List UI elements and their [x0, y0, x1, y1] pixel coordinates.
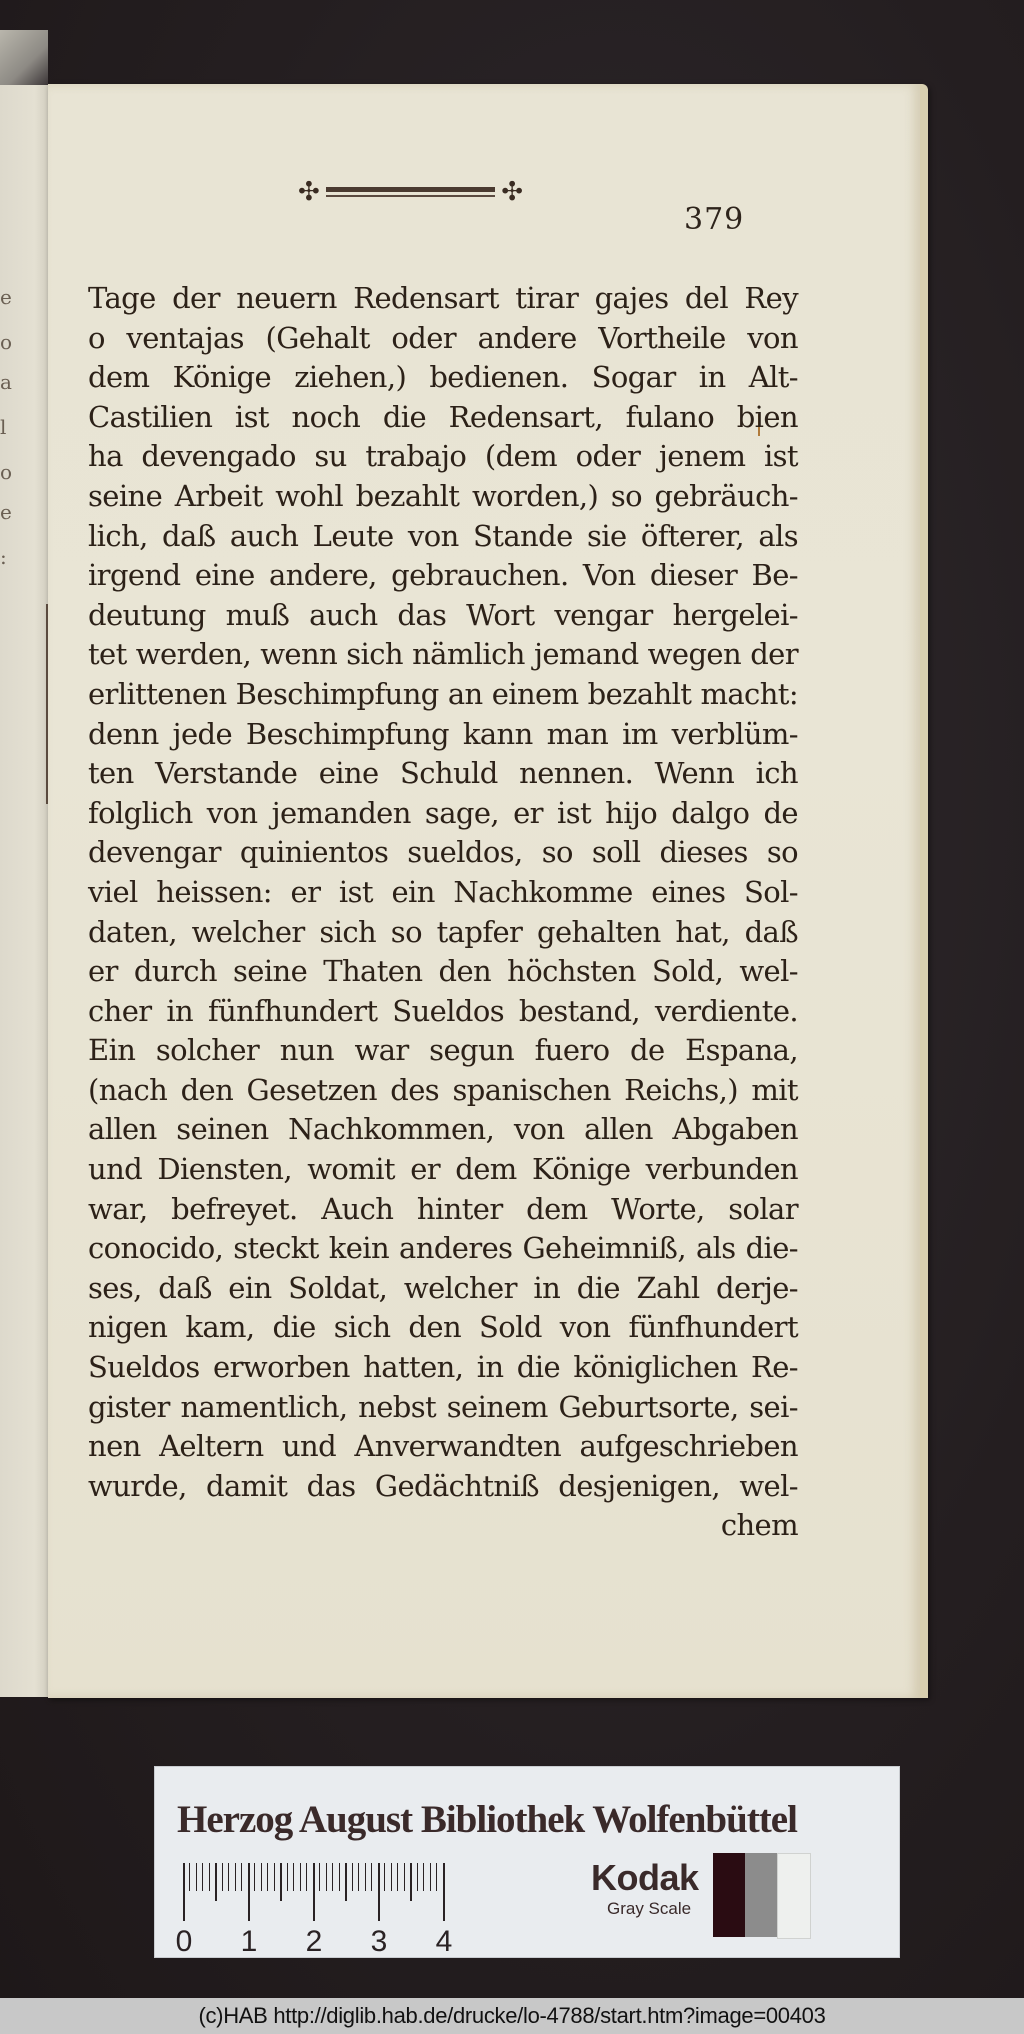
text-line: folglich von jemanden sage, er ist hijo dalgo de [88, 795, 798, 830]
facing-page-glyph: e [0, 285, 12, 309]
text-line: lich, daß auch Leute von Stande sie öfterer, als [88, 518, 798, 553]
text-line: Ein solcher nun war segun fuero de Espana, [88, 1033, 798, 1068]
text-line: er durch seine Thaten den höchsten Sold, wel- [88, 954, 798, 989]
facing-page-glyph: e [0, 500, 12, 524]
text-line: devengar quinientos sueldos, so soll dieses so [88, 835, 798, 870]
library-name: Herzog August Bibliothek Wolfenbüttel [177, 1798, 797, 1841]
text-line: erlittenen Beschimpfung an einem bezahlt macht: [88, 676, 798, 711]
text-line: allen seinen Nachkommen, von allen Abgaben [88, 1112, 798, 1147]
text-line: gister namentlich, nebst seinem Geburtsorte, sei- [88, 1389, 798, 1424]
text-line: (nach den Gesetzen des spanischen Reichs,) mit [88, 1072, 798, 1107]
copyright-footer [0, 1998, 1024, 2034]
text-line: seine Arbeit wohl bezahlt worden,) so gebräuch- [88, 478, 798, 513]
text-line: Castilien ist noch die Redensart, fulano bien [88, 399, 798, 434]
ornament-rule [326, 187, 495, 197]
margin-pencil-mark [46, 604, 48, 804]
ruler-label: 4 [435, 1925, 453, 1958]
text-line: denn jede Beschimpfung kann man im verblüm- [88, 716, 798, 751]
header-ornament [298, 172, 523, 212]
ruler-label: 3 [370, 1925, 388, 1958]
text-line: cher in fünfhundert Sueldos bestand, verdiente. [88, 993, 798, 1028]
scale-ruler [175, 1863, 458, 1958]
text-line: ha devengado su trabajo (dem oder jenem ist [88, 439, 798, 474]
text-line: o ventajas (Gehalt oder andere Vortheile von [88, 320, 798, 355]
facing-page-glyph: a [0, 370, 12, 394]
ruler-label: 1 [240, 1925, 258, 1958]
text-line: nen Aeltern und Anverwandten aufgeschrieben [88, 1429, 798, 1464]
page-number: 379 [684, 202, 745, 237]
text-line: daten, welcher sich so tapfer gehalten hat, daß [88, 914, 798, 949]
ornament-star-icon: ✣ [501, 177, 523, 207]
ruler-label: 2 [305, 1925, 323, 1958]
gray-scale-swatches [713, 1853, 811, 1939]
catchword: chem [720, 1508, 798, 1543]
facing-page-edge [0, 85, 52, 1697]
text-line: nigen kam, die sich den Sold von fünfhundert [88, 1310, 798, 1345]
swatch-white [777, 1853, 811, 1939]
text-line: Tage der neuern Redensart tirar gajes del Rey [88, 281, 798, 315]
text-line: deutung muß auch das Wort vengar hergelei- [88, 597, 798, 632]
text-line: tet werden, wenn sich nämlich jemand wegen der [88, 637, 798, 672]
text-line: Sueldos erworben hatten, in die königlichen Re- [88, 1350, 798, 1385]
text-line: viel heissen: er ist ein Nachkomme eines Sol- [88, 874, 798, 909]
text-line: irgend eine andere, gebrauchen. Von dieser Be- [88, 558, 798, 593]
facing-page-glyph: : [0, 545, 7, 569]
facing-page-corner [0, 30, 48, 86]
gray-scale-label: Gray Scale [607, 1899, 692, 1918]
text-line: conocido, steckt kein anderes Geheimniß, als die- [88, 1231, 798, 1266]
copyright-text: (c)HAB http://diglib.hab.de/drucke/lo-4788/start.htm?image=00403 [198, 2003, 826, 2028]
text-line: und Diensten, womit er dem Könige verbunden [88, 1152, 798, 1187]
page-body-text [88, 279, 798, 1546]
text-line: dem Könige ziehen,) bedienen. Sogar in Alt- [88, 360, 798, 395]
swatch-black [713, 1853, 745, 1937]
kodak-logo: Kodak [591, 1857, 699, 1898]
facing-page-glyph: l [0, 415, 7, 439]
text-line: wurde, damit das Gedächtniß desjenigen, wel- [88, 1468, 798, 1503]
calibration-target [154, 1766, 900, 1958]
ornament-star-icon: ✣ [298, 177, 320, 207]
text-line: ses, daß ein Soldat, welcher in die Zahl derje- [88, 1270, 798, 1305]
facing-page-glyph: o [0, 460, 12, 484]
text-line: ten Verstande eine Schuld nennen. Wenn ich [88, 756, 798, 791]
book-page [48, 84, 928, 1698]
facing-page-glyph: o [0, 330, 12, 354]
swatch-gray [745, 1853, 777, 1937]
ruler-label: 0 [175, 1925, 193, 1958]
text-line: war, befreyet. Auch hinter dem Worte, solar [88, 1191, 798, 1226]
